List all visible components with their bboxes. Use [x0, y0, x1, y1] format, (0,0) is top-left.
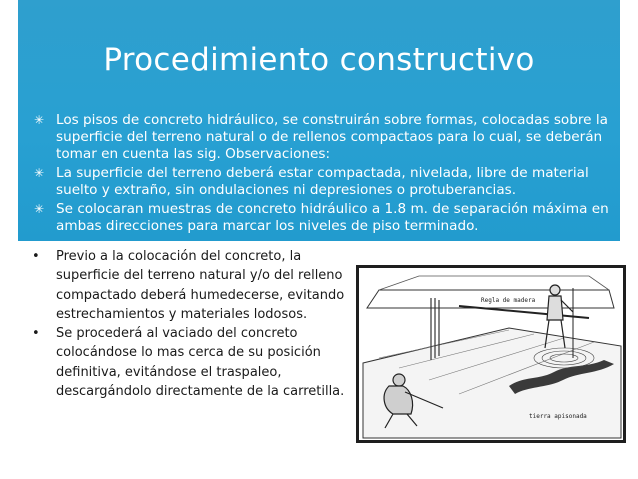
ground-label: tierra apisonada: [529, 413, 587, 420]
top-bullet-item: [34, 112, 614, 163]
top-bullet-list: [34, 112, 614, 237]
asterisk-bullet-icon: ✳: [34, 113, 45, 127]
construction-drawing: [359, 268, 623, 440]
bottom-bullet-item: [30, 247, 350, 324]
ruler-label: Regla de madera: [481, 297, 536, 304]
bottom-bullet-text: Se procederá al vaciado del concreto colocándose lo mas cerca de su posición definitiva, evitándose el traspaleo, descargándolo directamente de la carretilla.: [56, 326, 345, 400]
top-bullet-item: [34, 165, 614, 199]
asterisk-bullet-icon: ✳: [34, 202, 45, 216]
bottom-bullet-text: Previo a la colocación del concreto, la superficie del terreno natural y/o del relleno compactado deberá humedecerse, evitando estrechamientos y materiales lodosos.: [56, 249, 345, 322]
top-bullet-text: La superficie del terreno deberá estar compactada, nivelada, libre de material suelto y extraño, sin ondulaciones ni depresiones o protuberancias.: [56, 165, 589, 198]
dot-bullet-icon: •: [32, 326, 40, 342]
top-bullet-text: Los pisos de concreto hidráulico, se construirán sobre formas, colocadas sobre la superficie del terreno natural o de rellenos compactaos para lo cual, se deberán tomar en cuenta las sig. Observaciones:: [56, 112, 608, 162]
top-bullet-text: Se colocaran muestras de concreto hidráulico a 1.8 m. de separación máxima en ambas direcciones para marcar los niveles de piso terminado.: [56, 201, 609, 234]
construction-illustration: [356, 265, 626, 443]
asterisk-bullet-icon: ✳: [34, 166, 45, 180]
dot-bullet-icon: •: [32, 249, 40, 264]
bottom-bullet-item: [30, 324, 350, 401]
bottom-bullet-list: [30, 247, 350, 401]
slide-title: Procedimiento constructivo: [103, 42, 535, 78]
top-bullet-item: [34, 201, 614, 235]
